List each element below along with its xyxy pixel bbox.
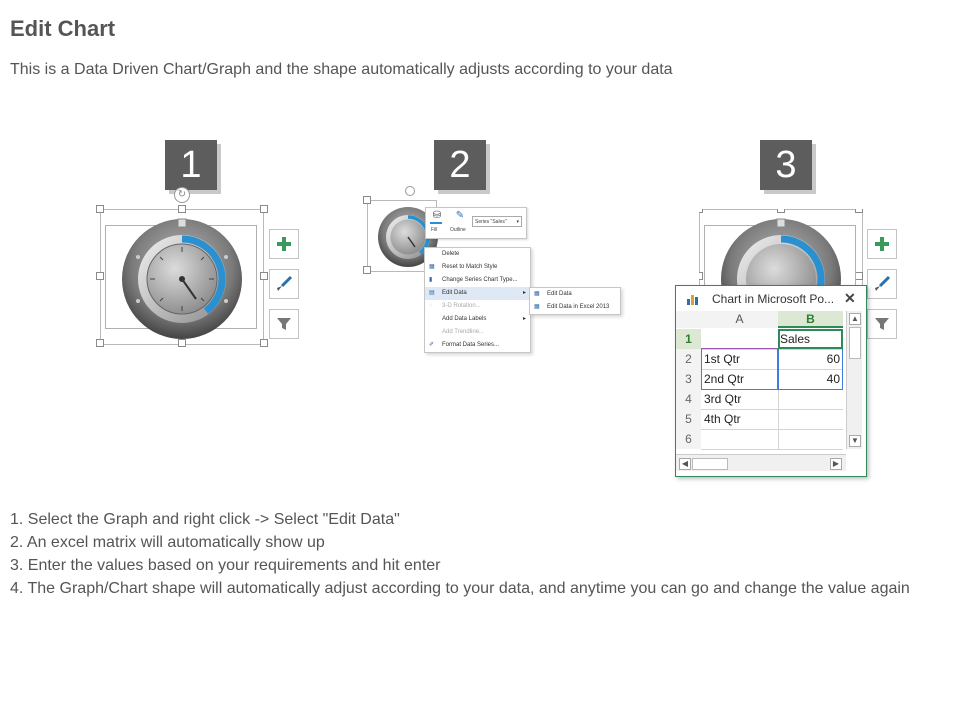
format-icon: ✐ [429, 342, 435, 348]
menu-item-change-chart-type[interactable]: ▮ Change Series Chart Type... [429, 277, 518, 283]
page-title: Edit Chart [10, 16, 116, 41]
menu-item-add-trendline: Add Trendline... [442, 329, 485, 335]
excel-data-window [675, 285, 867, 477]
fill-color-swatch [430, 222, 442, 224]
menu-item-3d-rotation: ◌ 3-D Rotation... [429, 303, 481, 309]
plus-icon [276, 236, 292, 252]
series-select[interactable] [472, 216, 522, 227]
resize-handle[interactable] [699, 272, 703, 280]
scroll-thumb[interactable] [692, 458, 728, 470]
instruction-step: 4. The Graph/Chart shape will automatically adjust according to your data, and anytime you can go and change the value again [10, 580, 910, 597]
row-number[interactable]: 2 [676, 349, 701, 369]
filter-icon [874, 316, 890, 332]
menu-item-edit-data[interactable]: ▤ Edit Data ▸ [425, 287, 530, 300]
scroll-down-icon[interactable]: ▼ [849, 435, 861, 447]
filter-icon [276, 316, 292, 332]
chevron-down-icon: ▾ [516, 219, 519, 225]
chart-selection-1[interactable] [100, 189, 264, 345]
row-number[interactable]: 5 [676, 409, 701, 429]
scroll-thumb[interactable] [849, 327, 861, 359]
row-number[interactable]: 3 [676, 369, 701, 389]
rotate-handle-icon[interactable]: ↻ [174, 187, 190, 203]
column-header-a[interactable]: A [701, 311, 778, 328]
cell-a4[interactable]: 3rd Qtr [704, 392, 742, 406]
excel-icon: ▦ [534, 304, 540, 310]
column-header-b[interactable]: B [778, 311, 843, 328]
resize-handle[interactable] [855, 209, 863, 213]
edit-data-icon: ▤ [429, 290, 435, 296]
select-all-corner[interactable] [676, 311, 701, 328]
step-badge-2: 2 [434, 140, 486, 190]
chart-styles-button[interactable] [867, 269, 897, 299]
resize-handle[interactable] [699, 209, 703, 213]
submenu-arrow-icon: ▸ [522, 290, 526, 296]
close-icon[interactable]: ✕ [844, 290, 856, 306]
submenu-arrow-icon: ▸ [522, 316, 526, 322]
reset-icon: ▦ [429, 264, 435, 270]
cell-b1[interactable]: Sales [780, 332, 811, 346]
menu-item-format-data-series[interactable]: ✐ Format Data Series... [429, 342, 500, 348]
brush-icon [873, 275, 891, 293]
menu-item-add-data-labels[interactable]: Add Data Labels ▸ [425, 313, 530, 326]
step-badge-3: 3 [760, 140, 812, 190]
rotation-icon: ◌ [429, 303, 433, 309]
horizontal-scrollbar[interactable] [676, 454, 846, 471]
resize-handle[interactable] [260, 339, 268, 347]
edit-data-submenu [529, 287, 621, 315]
context-menu [424, 247, 531, 353]
resize-handle[interactable] [855, 272, 863, 280]
fill-bucket-icon[interactable]: ⛁ [432, 210, 442, 221]
page-subtitle: This is a Data Driven Chart/Graph and the shape automatically adjusts according to your data [10, 61, 673, 78]
instructions-list [10, 508, 940, 600]
table-icon: ▦ [534, 291, 540, 297]
row-number[interactable]: 4 [676, 389, 701, 409]
instruction-step: 2. An excel matrix will automatically show up [10, 534, 325, 551]
chart-selection-3[interactable] [699, 209, 863, 289]
grid-line [701, 429, 843, 430]
chart-filters-button[interactable] [269, 309, 299, 339]
format-mini-toolbar [425, 207, 527, 239]
resize-handle[interactable] [363, 266, 371, 274]
vertical-scrollbar[interactable] [846, 311, 862, 449]
menu-item-reset-style[interactable]: ▦ Reset to Match Style [429, 264, 498, 270]
resize-handle[interactable] [363, 196, 371, 204]
scroll-right-icon[interactable]: ▶ [830, 458, 842, 470]
resize-handle[interactable] [260, 272, 268, 280]
resize-handle[interactable] [96, 339, 104, 347]
row-number[interactable]: 1 [676, 329, 701, 349]
submenu-item-edit-data[interactable]: ▦ Edit Data [534, 291, 572, 297]
chart-elements-button[interactable] [867, 229, 897, 259]
scroll-left-icon[interactable]: ◀ [679, 458, 691, 470]
outline-pen-icon[interactable]: ✎ [455, 210, 465, 221]
chart-styles-button[interactable] [269, 269, 299, 299]
cell-a2[interactable]: 1st Qtr [704, 352, 741, 366]
chart-icon [686, 292, 700, 306]
grid-line [701, 449, 843, 450]
resize-handle[interactable] [96, 205, 104, 213]
instruction-step: 1. Select the Graph and right click -> Select "Edit Data" [10, 511, 400, 528]
fill-label: Fill [431, 227, 438, 233]
cell-b2[interactable]: 60 [826, 352, 840, 366]
brush-icon [275, 275, 293, 293]
plus-icon [874, 236, 890, 252]
cell-a3[interactable]: 2nd Qtr [704, 372, 745, 386]
menu-item-delete[interactable]: Delete [442, 251, 460, 257]
outline-label: Outline [450, 227, 466, 233]
scroll-up-icon[interactable]: ▲ [849, 313, 861, 325]
cell-a5[interactable]: 4th Qtr [704, 412, 741, 426]
resize-handle[interactable] [260, 205, 268, 213]
series-select-value: Series "Sales" [475, 219, 507, 225]
chart-type-icon: ▮ [429, 277, 433, 283]
submenu-item-edit-in-excel[interactable]: ▦ Edit Data in Excel 2013 [534, 304, 610, 310]
chart-elements-button[interactable] [269, 229, 299, 259]
instruction-step: 3. Enter the values based on your requirements and hit enter [10, 557, 441, 574]
chart-side-buttons-1 [269, 229, 299, 339]
row-number[interactable]: 6 [676, 429, 701, 449]
excel-titlebar [676, 286, 866, 311]
chart-side-buttons-3 [867, 229, 897, 339]
cell-b3[interactable]: 40 [826, 372, 840, 386]
resize-handle[interactable] [96, 272, 104, 280]
step-badge-1: 1 [165, 140, 217, 190]
excel-window-title: Chart in Microsoft Po... [712, 292, 835, 306]
gauge-chart [719, 217, 843, 289]
resize-handle[interactable] [777, 209, 785, 213]
rotate-handle-icon[interactable] [405, 186, 415, 196]
gauge-chart[interactable] [120, 217, 244, 341]
resize-handle[interactable] [178, 205, 186, 213]
chart-filters-button[interactable] [867, 309, 897, 339]
